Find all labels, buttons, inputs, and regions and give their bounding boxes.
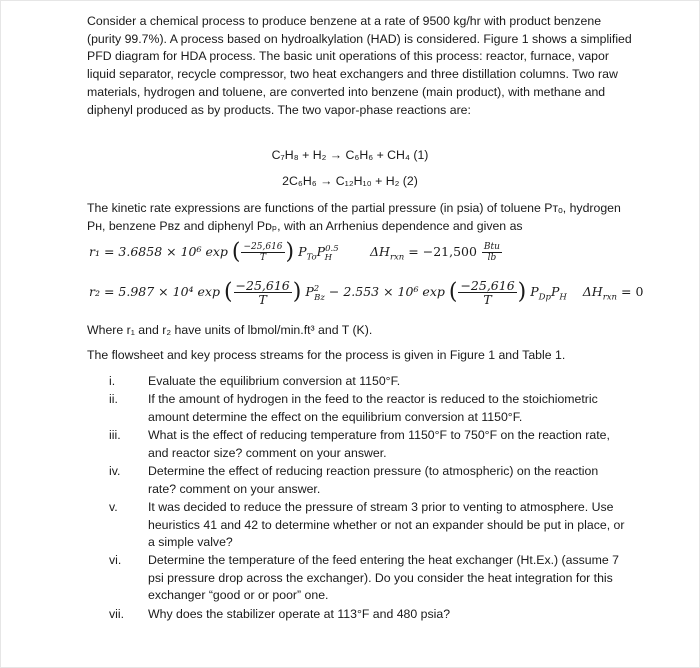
reaction-2: 2C₆H₆ → C₁₂H₁₀ + H₂ (2) <box>282 174 418 188</box>
rate1-lhs: r₁ = 3.6858 × 10⁶ exp <box>89 244 228 259</box>
question-text: Why does the stabilizer operate at 113°F and 480 psia? <box>148 607 451 621</box>
rate2-middle: − 2.553 × 10⁶ exp <box>324 284 445 299</box>
rate2-partial-diphenyl: $P_{Dp}$ <box>530 284 551 303</box>
question-number: iv. <box>109 464 121 478</box>
rate2-exp-numerator: −25,616 <box>235 278 290 293</box>
rate1-exp-denominator: T <box>260 253 267 263</box>
rate2-enthalpy: $\Delta H_{rxn} = 0$ <box>582 284 644 303</box>
units-line: Where r₁ and r₂ have units of lbmol/min.ft³ and T (K). <box>87 323 373 337</box>
question-number: vi. <box>109 553 122 567</box>
question-number: i. <box>109 374 116 388</box>
question-text: Determine the effect of reducing reaction pressure (to atmospheric) on the reaction rate? comment on your answer. <box>148 464 599 496</box>
question-text: It was decided to reduce the pressure of stream 3 prior to venting to atmosphere. Use heuristics 41 and 42 to determine whether or not an expander should be put in place, or a simple valve? <box>148 500 625 550</box>
question-number: iii. <box>109 428 121 442</box>
flowsheet-line: The flowsheet and key process streams for the process is given in Figure 1 and Table 1. <box>87 348 566 362</box>
rate1-enthalpy: $\Delta H_{rxn} = -21,500$ $\frac{\text{Btu}}{lb}$ <box>370 242 500 263</box>
kinetics-paragraph: The kinetic rate expressions are functions of the partial pressure (in psia) of toluene Pᴛₒ, hydrogen Pʜ, benzene Pʙz and diphenyl Pᴅₚ, with an Arrhenius dependence and given as <box>87 201 621 233</box>
rate2-exp-denominator: T <box>258 292 267 307</box>
intro-paragraph: Consider a chemical process to produce benzene at a rate of 9500 kg/hr with product benzene (purity 99.7%). A process based on hydroalkylation (HAD) is considered. Figure 1 shows a simplified PFD diagram for HDA process. The basic unit operations of this process: reactor, furnace, vapor liquid separator, recycle compressor, two heat exchangers and three distillation columns. Two raw materials, hydrogen and toluene, are converted into benzene (main product), with methane and diphenyl produced as by products. The two vapor-phase reactions are: <box>87 14 632 117</box>
rate2-exp2-numerator: −25,616 <box>460 278 515 293</box>
rate-expression-1: r₁ = 3.6858 × 10⁶ exp ( $\frac{-25,616}{T}$ ) $P_{To}P^{0.5}_H$ $\Delta H_{rxn} = -21,500$ $\frac{\text{Btu}}{lb}$ <box>89 242 503 263</box>
question-number: v. <box>109 500 118 514</box>
rate2-partial-benzene: $P^2_{Bz}$ <box>305 283 325 303</box>
question-number: ii. <box>109 392 118 406</box>
reaction-1: C₇H₈ + H₂ → C₆H₆ + CH₄ (1) <box>271 148 429 162</box>
question-number: vii. <box>109 607 125 621</box>
rate2-exp2-denominator: T <box>483 292 492 307</box>
rate1-partial-toluene: $P_{To}$ <box>298 244 317 263</box>
question-text: If the amount of hydrogen in the feed to the reactor is reduced to the stoichiometric amount determine the effect on the equilibrium conversion at 1150°F. <box>148 392 598 424</box>
question-text: Determine the temperature of the feed entering the heat exchanger (Ht.Ex.) (assume 7 psi pressure drop across the exchanger). Do you consider the heat integration for this exchanger “good or or poor” one. <box>148 553 619 603</box>
rate-expression-2: r₂ = 5.987 × 10⁴ exp ( $\frac{-25,616}{T}$ ) $P^2_{Bz} - 2.553 \times 10^6$ exp ( $\frac{-25,616}{T}$ ) $P_{Dp}P_H$ $\Delta H_{rxn} = 0$ <box>89 278 644 307</box>
rate1-exp-numerator: −25,616 <box>243 242 283 252</box>
question-text: Evaluate the equilibrium conversion at 1150°F. <box>148 374 401 388</box>
rate2-partial-hydrogen: $P_H$ <box>550 284 567 303</box>
rate1-partial-hydrogen: $P^{0.5}_H$ <box>316 243 339 263</box>
question-text: What is the effect of reducing temperature from 1150°F to 750°F on the reaction rate, and reactor size? comment on your answer. <box>148 428 610 460</box>
rate2-lhs: r₂ = 5.987 × 10⁴ exp <box>89 284 220 299</box>
